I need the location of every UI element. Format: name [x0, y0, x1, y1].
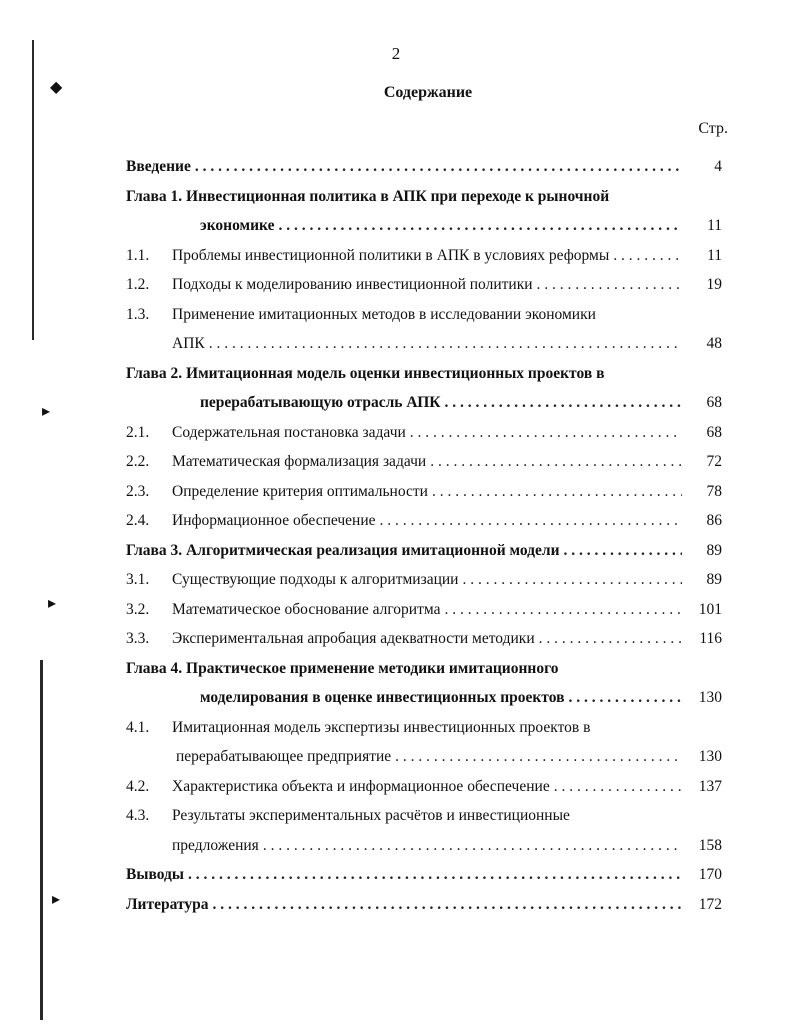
toc-entry-chapter-2[interactable]	[126, 359, 722, 389]
toc-entry-chapter-1[interactable]	[126, 182, 722, 212]
toc-entry-title: Информационное обеспечение	[172, 512, 376, 529]
toc-entry-page: 11	[707, 246, 722, 264]
toc-entry-title: Глава 1. Инвестиционная политика в АПК при переходе к рыночной	[126, 187, 610, 205]
toc-entry-title: Определение критерия оптимальности	[172, 482, 428, 500]
toc-entry-1-1[interactable]	[126, 241, 722, 271]
page-title: Содержание	[383, 84, 473, 101]
leader-dots	[554, 772, 682, 802]
toc-entry-page: 137	[698, 777, 722, 795]
leader-dots	[188, 860, 682, 890]
toc-entry-4-3[interactable]	[126, 801, 722, 831]
toc-entry-title: Результаты экспериментальных расчётов и инвестиционные	[172, 807, 570, 824]
toc-entry-chapter-2-cont[interactable]	[126, 388, 722, 418]
toc-entry-title: Выводы	[126, 866, 184, 883]
toc-entry-title: перерабатывающее предприятие	[176, 748, 392, 765]
leader-dots	[613, 241, 682, 271]
toc-entry-title: Содержательная постановка задачи	[172, 423, 406, 441]
toc-entry-page: 68	[706, 394, 722, 411]
toc-entry-chapter-4[interactable]	[126, 654, 722, 684]
leader-dots	[564, 536, 682, 566]
leader-dots	[209, 329, 682, 359]
leader-dots	[278, 211, 682, 241]
toc-entry-title: Глава 3. Алгоритмическая реализация имитационной модели	[126, 541, 560, 559]
toc-entry-1-2[interactable]	[126, 270, 722, 300]
toc-entry-title: Существующие подходы к алгоритмизации	[172, 571, 459, 588]
toc-entry-conclusions[interactable]	[126, 860, 722, 890]
toc-entry-number: 2.4.	[126, 512, 150, 529]
toc-entry-title: Литература	[126, 895, 209, 913]
leader-dots	[212, 890, 682, 920]
toc-entry-page: 89	[706, 571, 722, 588]
toc-entry-3-1[interactable]	[126, 565, 722, 595]
toc-entry-title: Глава 4. Практическое применение методики имитационного	[126, 659, 559, 677]
leader-dots	[432, 477, 682, 507]
toc-entry-page: 158	[698, 836, 722, 854]
toc-entry-4-1[interactable]	[126, 713, 722, 743]
page-column-label: Стр.	[698, 120, 728, 137]
scan-edge	[28, 40, 63, 1020]
toc-entry-title: моделирования в оценке инвестиционных проектов	[200, 689, 565, 706]
leader-dots	[444, 595, 682, 625]
toc-entry-title: Математическое обоснование алгоритма	[172, 600, 441, 618]
leader-dots	[537, 270, 682, 300]
toc-entry-title: Подходы к моделированию инвестиционной политики	[172, 276, 533, 293]
toc-entry-chapter-3[interactable]	[126, 536, 722, 566]
toc-entry-number: 2.2.	[126, 453, 150, 470]
toc-entry-4-3-cont[interactable]	[126, 831, 722, 861]
toc-entry-title: АПК	[172, 335, 205, 352]
toc-entry-number: 1.1.	[126, 246, 150, 264]
toc-entry-number: 3.2.	[126, 600, 150, 618]
toc-entry-number: 1.3.	[126, 305, 150, 323]
toc-entry-page: 19	[706, 276, 722, 293]
toc-entry-page: 170	[698, 866, 722, 883]
toc-entry-1-3-cont[interactable]	[126, 329, 722, 359]
toc-entry-number: 4.3.	[126, 807, 150, 824]
toc-entry-3-2[interactable]	[126, 595, 722, 625]
toc-entry-page: 89	[706, 541, 722, 559]
toc-entry-page: 86	[706, 512, 722, 529]
toc-entry-title: перерабатывающую отрасль АПК	[200, 394, 441, 411]
toc-entry-2-2[interactable]	[126, 447, 722, 477]
toc-entry-3-3[interactable]	[126, 624, 722, 654]
toc-entry-number: 2.1.	[126, 423, 150, 441]
toc-entry-title: Характеристика объекта и информационное обеспечение	[172, 777, 550, 795]
table-of-contents	[126, 152, 722, 919]
toc-entry-page: 130	[698, 689, 722, 706]
toc-entry-title: Проблемы инвестиционной политики в АПК в условиях реформы	[172, 246, 610, 264]
toc-entry-title: Математическая формализация задачи	[172, 453, 427, 470]
toc-entry-chapter-4-cont[interactable]	[126, 683, 722, 713]
leader-dots	[568, 683, 682, 713]
toc-entry-page: 72	[706, 453, 722, 470]
leader-dots	[462, 565, 682, 595]
leader-dots	[263, 831, 682, 861]
toc-entry-number: 1.2.	[126, 276, 150, 293]
scan-arrow-icon: ▸	[42, 403, 51, 420]
scan-arrow-icon: ◆	[50, 79, 63, 96]
toc-entry-page: 11	[707, 217, 722, 234]
toc-entry-chapter-1-cont[interactable]	[126, 211, 722, 241]
toc-entry-4-1-cont[interactable]	[126, 742, 722, 772]
leader-dots	[430, 447, 682, 477]
toc-entry-title: экономике	[200, 217, 275, 234]
leader-dots	[380, 506, 682, 536]
toc-entry-number: 3.3.	[126, 630, 150, 647]
toc-entry-page: 172	[698, 895, 722, 913]
scan-arrow-icon: ▸	[52, 891, 61, 908]
leader-dots	[395, 742, 682, 772]
toc-entry-2-4[interactable]	[126, 506, 722, 536]
toc-entry-number: 2.3.	[126, 482, 150, 500]
toc-entry-2-3[interactable]	[126, 477, 722, 507]
leader-dots	[539, 624, 682, 654]
leader-dots	[445, 388, 683, 418]
toc-entry-2-1[interactable]	[126, 418, 722, 448]
toc-entry-page: 101	[698, 600, 722, 618]
toc-entry-number: 4.2.	[126, 777, 150, 795]
toc-entry-4-2[interactable]	[126, 772, 722, 802]
scan-arrow-icon: ▸	[48, 595, 57, 612]
toc-entry-page: 78	[706, 482, 722, 500]
toc-entry-page: 68	[706, 423, 722, 441]
toc-entry-number: 4.1.	[126, 718, 150, 736]
toc-entry-literature[interactable]	[126, 890, 722, 920]
toc-entry-page: 4	[714, 158, 722, 175]
leader-dots	[410, 418, 682, 448]
toc-entry-number: 3.1.	[126, 571, 150, 588]
leader-dots	[195, 152, 682, 182]
toc-entry-page: 48	[706, 335, 722, 352]
toc-entry-title: Экспериментальная апробация адекватности методики	[172, 630, 535, 647]
toc-entry-title: Имитационная модель экспертизы инвестиционных проектов в	[172, 718, 591, 736]
page-number: 2	[391, 44, 401, 63]
toc-entry-title: Глава 2. Имитационная модель оценки инвестиционных проектов в	[126, 364, 605, 382]
toc-entry-title: Применение имитационных методов в исследовании экономики	[172, 305, 596, 323]
toc-entry-page: 130	[698, 748, 722, 765]
toc-entry-1-3[interactable]	[126, 300, 722, 330]
toc-entry-intro[interactable]	[126, 152, 722, 182]
scan-line-bottom	[40, 660, 43, 1020]
toc-entry-page: 116	[699, 630, 722, 647]
toc-entry-title: Введение	[126, 158, 191, 175]
toc-entry-title: предложения	[172, 836, 259, 854]
